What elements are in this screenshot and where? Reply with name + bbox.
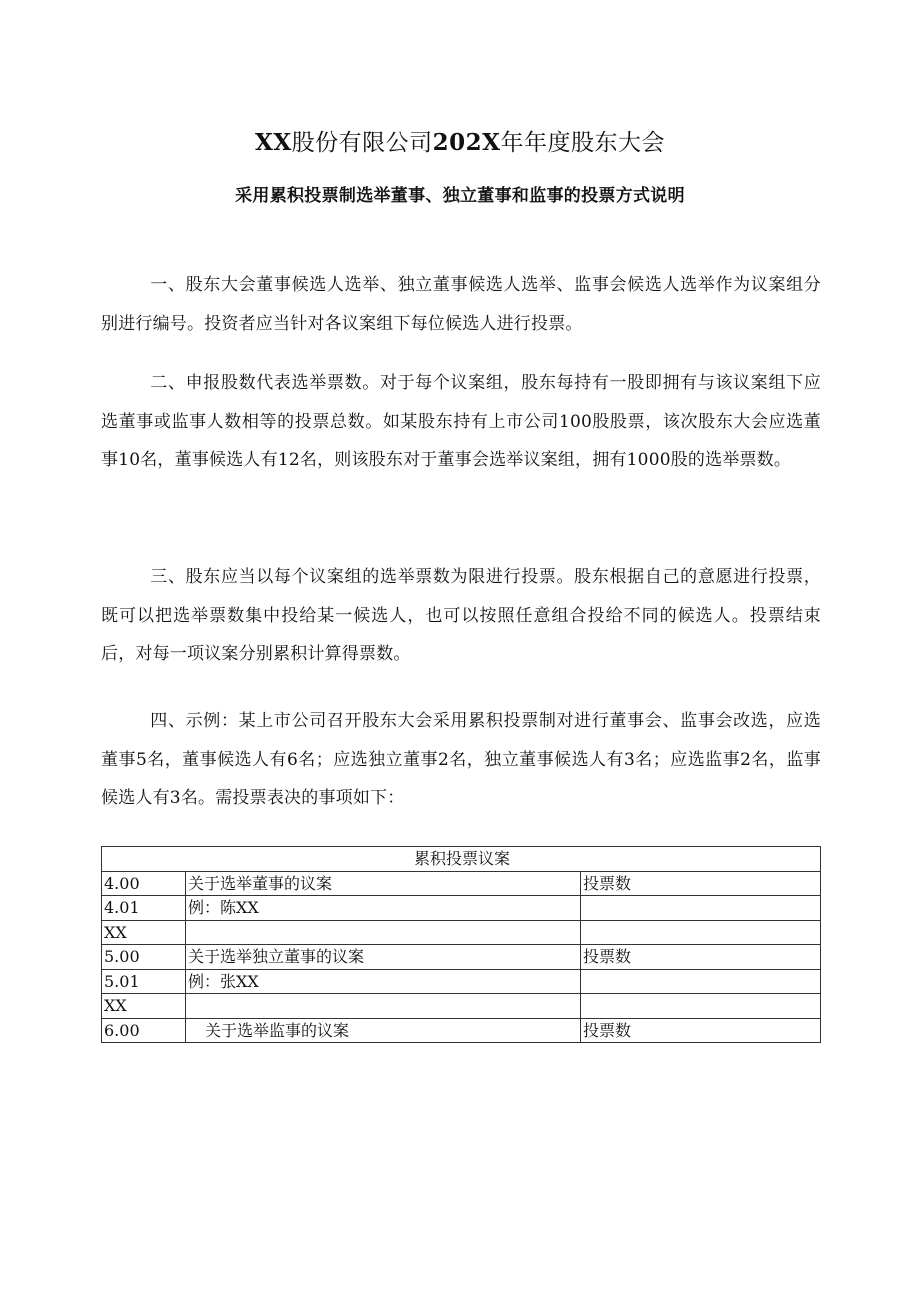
paragraph-4: 四、示例：某上市公司召开股东大会采用累积投票制对进行董事会、监事会改选，应选董事5名，董事候选人有6名；应选独立董事2名，独立董事候选人有3名；应选监事2名，监事候选人有3名。需投票表决的事项如下： (101, 711, 821, 808)
title-suffix: 年年度股东大会 (500, 130, 666, 156)
proposal-code: 5.01 (102, 969, 186, 994)
cumulative-vote-table (101, 846, 821, 1043)
table-caption: 累积投票议案 (102, 847, 821, 872)
vote-count-cell[interactable]: 投票数 (581, 945, 821, 970)
vote-count-cell[interactable] (581, 994, 821, 1019)
proposal-code: XX (102, 920, 186, 945)
vote-count-cell[interactable] (581, 896, 821, 921)
proposal-item: 例：张XX (186, 969, 581, 994)
paragraph-2: 二、申报股数代表选举票数。对于每个议案组，股东每持有一股即拥有与该议案组下应选董事或监事人数相等的投票总数。如某股东持有上市公司100股股票，该次股东大会应选董事10名，董事候选人有12名，则该股东对于董事会选举议案组，拥有1000股的选举票数。 (101, 373, 821, 470)
proposal-item: 关于选举董事的议案 (186, 871, 581, 896)
paragraph-3: 三、股东应当以每个议案组的选举票数为限进行投票。股东根据自己的意愿进行投票，既可以把选举票数集中投给某一候选人，也可以按照任意组合投给不同的候选人。投票结束后，对每一项议案分别累积计算得票数。 (101, 567, 821, 664)
table-row (102, 969, 821, 994)
title-company: 股份有限公司 (291, 130, 433, 156)
document-title (0, 126, 920, 160)
proposal-item: 关于选举监事的议案 (186, 1018, 581, 1043)
proposal-item (186, 920, 581, 945)
proposal-code: XX (102, 994, 186, 1019)
table-row (102, 945, 821, 970)
title-year: 202X (432, 129, 501, 156)
table-row (102, 994, 821, 1019)
proposal-code: 4.01 (102, 896, 186, 921)
vote-count-cell[interactable] (581, 969, 821, 994)
paragraph-1: 一、股东大会董事候选人选举、独立董事候选人选举、监事会候选人选举作为议案组分别进行编号。投资者应当针对各议案组下每位候选人进行投票。 (101, 275, 821, 334)
document-subtitle: 采用累积投票制选举董事、独立董事和监事的投票方式说明 (235, 186, 685, 206)
title-prefix: XX (254, 129, 292, 156)
vote-count-cell[interactable]: 投票数 (581, 871, 821, 896)
table-row (102, 896, 821, 921)
proposal-item (186, 994, 581, 1019)
table-caption-row (102, 847, 821, 872)
table-row (102, 1018, 821, 1043)
proposal-code: 6.00 (102, 1018, 186, 1043)
proposal-item: 例：陈XX (186, 896, 581, 921)
proposal-code: 5.00 (102, 945, 186, 970)
vote-count-cell[interactable]: 投票数 (581, 1018, 821, 1043)
proposal-code: 4.00 (102, 871, 186, 896)
table-row (102, 920, 821, 945)
table-row (102, 871, 821, 896)
proposal-item: 关于选举独立董事的议案 (186, 945, 581, 970)
vote-count-cell[interactable] (581, 920, 821, 945)
